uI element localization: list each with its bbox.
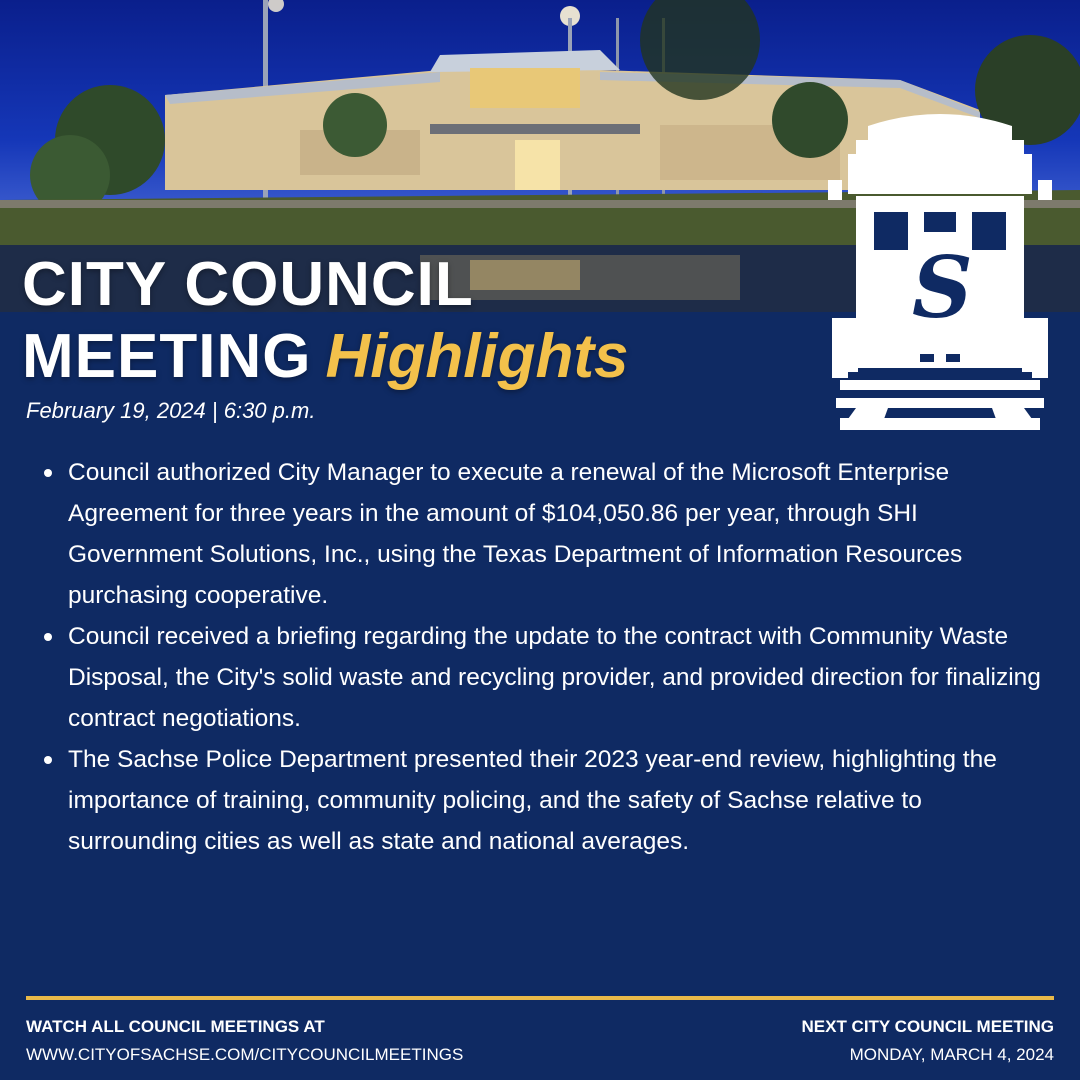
highlight-item: Council authorized City Manager to execute a renewal of the Microsoft Enterprise Agreement for three years in the amount of $104,050.86 per year, through SHI Government Solutions, Inc., using the Texas Department of Information Resources purchasing cooperative. <box>38 452 1048 616</box>
sachse-letter-mark: S <box>912 238 973 337</box>
meeting-date-time: February 19, 2024 | 6:30 p.m. <box>26 398 316 423</box>
title-highlights: Highlights <box>325 322 629 391</box>
sachse-trolley-logo <box>828 108 1052 430</box>
highlights-list <box>38 452 1048 862</box>
title-meeting: MEETING <box>22 322 312 391</box>
next-meeting-date: MONDAY, MARCH 4, 2024 <box>849 1045 1054 1064</box>
next-meeting-heading: NEXT CITY COUNCIL MEETING <box>801 1017 1054 1036</box>
watch-meetings-heading: WATCH ALL COUNCIL MEETINGS AT <box>26 1017 325 1036</box>
footer-divider <box>26 996 1054 1000</box>
council-meetings-link[interactable]: WWW.CITYOFSACHSE.COM/CITYCOUNCILMEETINGS <box>26 1045 464 1064</box>
title-line-2 <box>22 322 629 391</box>
highlight-item: The Sachse Police Department presented their 2023 year-end review, highlighting the importance of training, community policing, and the safety of Sachse relative to surrounding cities as well as state and national averages. <box>38 739 1048 862</box>
highlight-item: Council received a briefing regarding the update to the contract with Community Waste Disposal, the City's solid waste and recycling provider, and provided direction for finalizing contract negotiations. <box>38 616 1048 739</box>
title-line-1: CITY COUNCIL <box>22 250 474 319</box>
